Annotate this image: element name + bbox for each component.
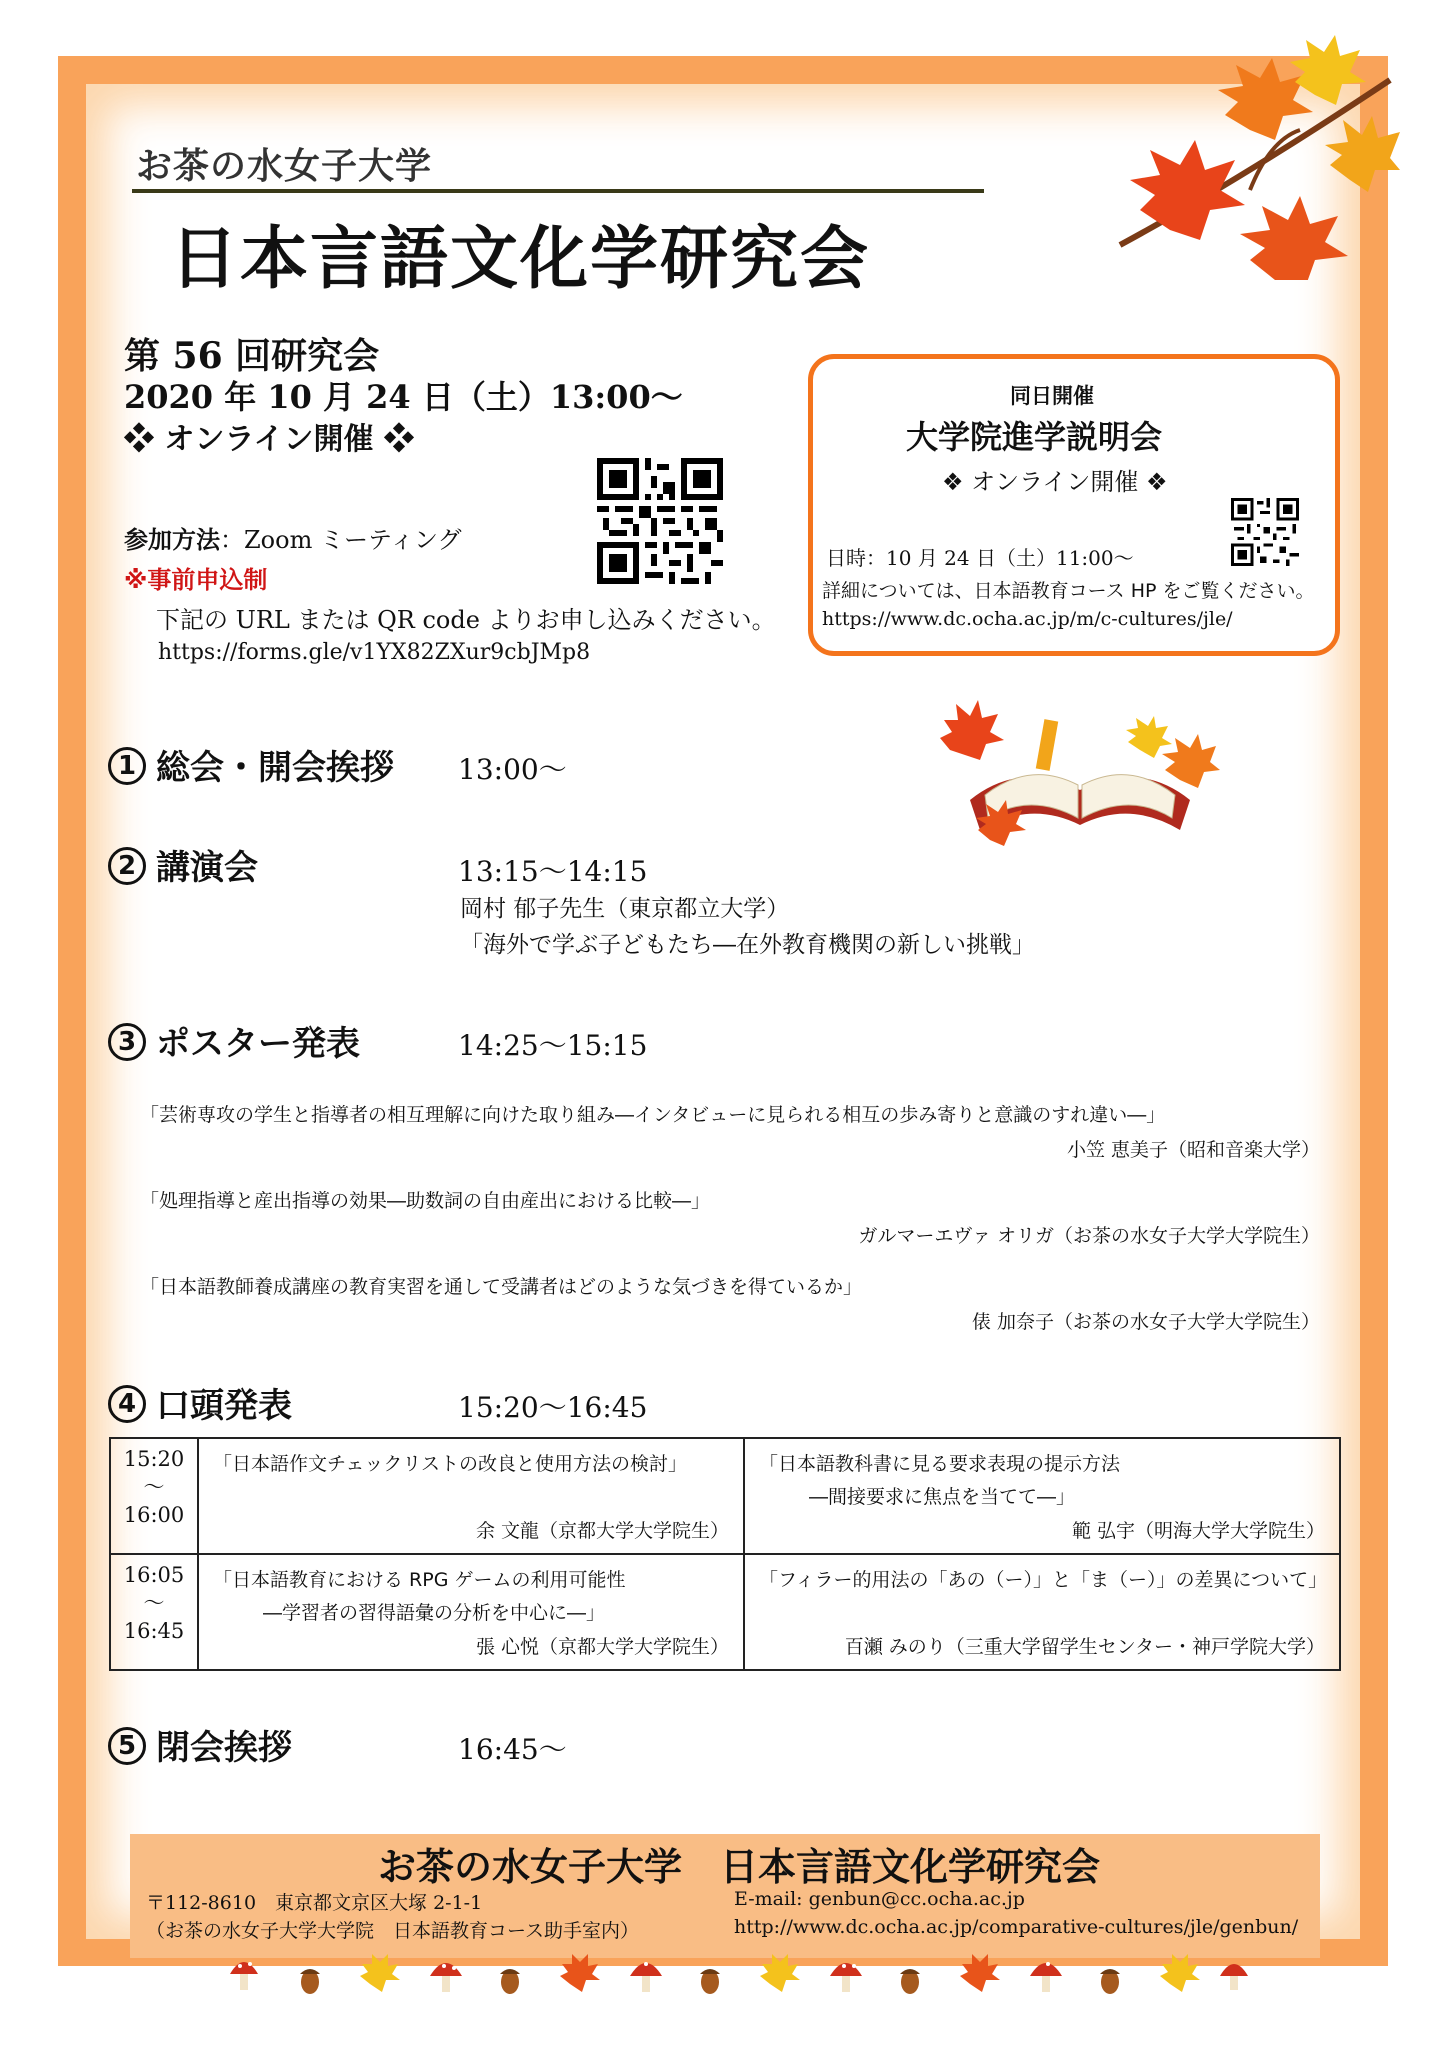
table-row: [110, 1554, 1340, 1670]
acorn-icon: [1100, 1969, 1120, 1994]
oral-time-tilde: ～: [143, 1591, 165, 1615]
meeting-date: 2020 年 10 月 24 日（土）13:00～: [124, 378, 683, 416]
society-title: 日本言語文化学研究会: [170, 220, 871, 299]
section-4-title: 口頭発表: [156, 1386, 292, 1426]
poster-item: [140, 1100, 1320, 1162]
section-2-number: 2: [108, 847, 146, 885]
mushroom-icon: [630, 1962, 662, 1992]
section-1-heading: [108, 740, 394, 789]
oral-time-end: 16:00: [123, 1503, 185, 1527]
acorn-icon: [700, 1969, 720, 1994]
poster-author: 俵 加奈子（お茶の水女子大学大学院生）: [971, 1311, 1320, 1333]
acorn-icon: [300, 1969, 320, 1994]
poster-item: [140, 1186, 1320, 1248]
registration-qr-code[interactable]: [597, 458, 723, 584]
oral-time-start: 15:20: [123, 1447, 185, 1471]
leaf-orange-1: [1218, 58, 1313, 140]
poster-title: 「日本語教師養成講座の教育実習を通して受講者はどのような気づきを得ているか」: [140, 1276, 863, 1298]
side-event-detail: 詳細については、日本語教育コース HP をご覧ください。: [822, 580, 1315, 602]
oral-author: 張 心悦（京都大学大学院生）: [475, 1636, 729, 1658]
leaf-red-2: [1240, 196, 1348, 280]
oral-title: 「日本語作文チェックリストの改良と使用方法の検討」: [213, 1453, 688, 1475]
leaf-yellow-2: [1325, 116, 1400, 192]
side-event-title: 大学院進学説明会: [906, 418, 1163, 456]
section-2-heading: [108, 840, 258, 889]
side-event-url[interactable]: https://www.dc.ocha.ac.jp/m/c-cultures/jle/: [822, 608, 1233, 630]
oral-title: 「日本語教育における RPG ゲームの利用可能性: [213, 1569, 626, 1591]
section-5-title: 閉会挨拶: [156, 1728, 292, 1768]
oral-presentation: [744, 1438, 1340, 1554]
section-2-title: 講演会: [156, 848, 258, 888]
section-1-time: 13:00～: [458, 753, 567, 786]
footer-address-room: （お茶の水女子大学大学院 日本語教育コース助手室内）: [146, 1920, 640, 1942]
poster-title: 「処理指導と産出指導の効果―助数詞の自由産出における比較―」: [140, 1190, 711, 1212]
section-3-title: ポスター発表: [156, 1024, 360, 1064]
mushroom-icon: [830, 1963, 862, 1992]
oral-presentation: [198, 1438, 744, 1554]
section-5-number: 5: [108, 1727, 146, 1765]
table-row: [110, 1438, 1340, 1554]
university-name: お茶の水女子大学: [136, 146, 433, 187]
section-4-heading: [108, 1378, 292, 1427]
oral-subtitle: ―間接要求に焦点を当てて―」: [809, 1486, 1076, 1508]
mushroom-icon: [430, 1963, 462, 1992]
footer-address: 〒112-8610 東京都文京区大塚 2-1-1: [146, 1892, 483, 1914]
header-divider: [132, 189, 984, 193]
meeting-online: ❖ オンライン開催 ❖: [124, 422, 414, 457]
mushroom-icon: [230, 1962, 258, 1990]
footer-email[interactable]: E-mail: genbun@cc.ocha.ac.jp: [734, 1888, 1025, 1910]
poster-item: [140, 1272, 1320, 1334]
section-2-time: 13:15～14:15: [458, 855, 648, 888]
acorn-icon: [900, 1969, 920, 1994]
registration-instructions: 下記の URL または QR code よりお申し込みください。: [156, 606, 776, 634]
section-1-number: 1: [108, 747, 146, 785]
footer-society-name: お茶の水女子大学 日本言語文化学研究会: [377, 1845, 1100, 1889]
leaf-icon: [560, 1954, 600, 1992]
participation-method-value: ：Zoom ミーティング: [220, 526, 462, 554]
registration-url[interactable]: https://forms.gle/v1YX82ZXur9cbJMp8: [158, 640, 591, 665]
poster-title: 「芸術専攻の学生と指導者の相互理解に向けた取り組み―インタビューに見られる相互の歩み寄りと意識のすれ違い―」: [140, 1104, 1166, 1126]
oral-subtitle: ―学習者の習得語彙の分析を中心に―」: [263, 1602, 606, 1624]
leaf-yellow-1: [1290, 35, 1366, 105]
leaf-icon: [960, 1954, 1000, 1992]
side-event-online: ❖ オンライン開催 ❖: [942, 468, 1168, 496]
side-event-qr-code[interactable]: [1231, 498, 1299, 566]
section-3-number: 3: [108, 1023, 146, 1061]
oral-presentations-table: [109, 1437, 1341, 1671]
oral-time-start: 16:05: [123, 1563, 185, 1587]
oral-title: 「日本語教科書に見る要求表現の提示方法: [759, 1453, 1121, 1475]
leaf-icon: [760, 1954, 800, 1992]
maple-leaves-illustration: [1100, 20, 1400, 280]
preregistration-note: ※事前申込制: [124, 566, 268, 594]
meeting-number: 第 56 回研究会: [124, 335, 380, 377]
oral-author: 余 文龍（京都大学大学院生）: [475, 1520, 729, 1542]
section-1-title: 総会・開会挨拶: [156, 748, 394, 788]
lecture-title: 「海外で学ぶ子どもたち―在外教育機関の新しい挑戦」: [460, 932, 1035, 958]
oral-presentation: [198, 1554, 744, 1670]
oral-time-tilde: ～: [143, 1475, 165, 1499]
section-4-number: 4: [108, 1385, 146, 1423]
side-event-datetime: 日時：10 月 24 日（土）11:00～: [826, 546, 1134, 570]
acorn-icon: [500, 1969, 520, 1994]
leaf-red-1: [1130, 140, 1245, 240]
oral-time: [110, 1554, 198, 1670]
oral-author: 百瀬 みのり（三重大学留学生センター・神戸学院大学）: [844, 1636, 1325, 1658]
oral-title: 「フィラー的用法の「あの（ー）」と「ま（ー）」の差異について」: [759, 1569, 1328, 1591]
oral-author: 範 弘宇（明海大学大学院生）: [1071, 1520, 1325, 1542]
participation-method: [124, 520, 462, 555]
leaf-icon: [1160, 1954, 1200, 1992]
leaf-icon: [360, 1954, 400, 1992]
oral-time-end: 16:45: [123, 1619, 185, 1643]
footer-website[interactable]: http://www.dc.ocha.ac.jp/comparative-cultures/jle/genbun/: [734, 1916, 1299, 1938]
side-event-same-day: 同日開催: [1010, 384, 1094, 408]
mushroom-acorn-decoration: [200, 1944, 1260, 2004]
section-3-heading: [108, 1016, 360, 1065]
section-3-time: 14:25～15:15: [458, 1029, 648, 1062]
mushroom-icon: [1220, 1964, 1248, 1990]
mushroom-icon: [1030, 1962, 1062, 1992]
poster-author: 小笠 恵美子（昭和音楽大学）: [1066, 1139, 1320, 1161]
section-4-time: 15:20～16:45: [458, 1391, 648, 1424]
book-illustration: [940, 690, 1220, 850]
lecture-speaker: 岡村 郁子先生（東京都立大学）: [460, 896, 790, 922]
section-5-time: 16:45～: [458, 1733, 567, 1766]
oral-presentation: [744, 1554, 1340, 1670]
poster-author: ガルマーエヴァ オリガ（お茶の水女子大学大学院生）: [858, 1225, 1320, 1247]
oral-time: [110, 1438, 198, 1554]
participation-method-label: 参加方法: [124, 526, 220, 554]
section-5-heading: [108, 1720, 292, 1769]
